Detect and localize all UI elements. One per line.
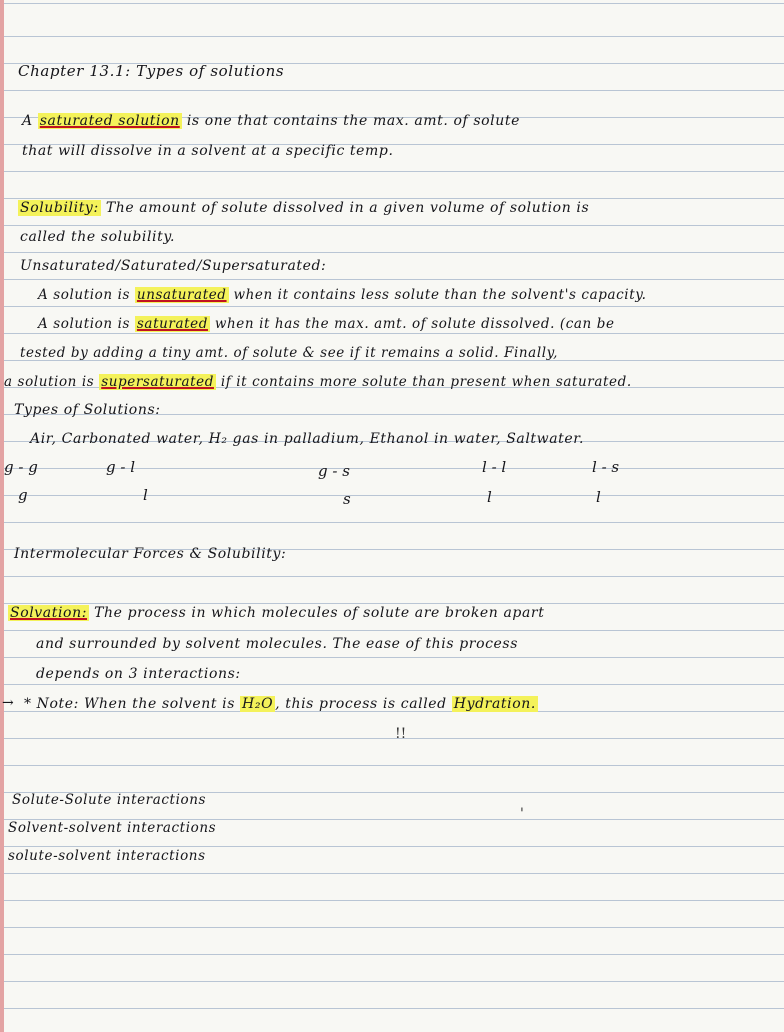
text: The amount of solute dissolved in a given volume of solution is [100,200,590,216]
types-of-solutions-list: Air, Carbonated water, H₂ gas in palladium, Ethanol in water, Saltwater. [30,431,585,447]
saturated-solution-line-1 [22,113,520,129]
text: The process in which molecules of solute are broken apart [89,605,545,621]
highlight-solubility: Solubility: [20,200,99,216]
hydration-note [24,696,538,712]
saturated-line-2: tested by adding a tiny amt. of solute & see if it remains a solid. Finally, [20,345,558,361]
solvation-line-1 [8,605,544,621]
highlight-h2o: H₂O [242,696,274,712]
highlight-hydration: Hydration. [453,696,536,712]
solvation-line-2: and surrounded by solvent molecules. The ease of this process [36,636,518,652]
exclamation-mark: !! [395,726,407,742]
solubility-line-2: called the solubility. [20,229,176,245]
saturated-solution-line-2: that will dissolve in a solvent at a specific temp. [22,143,394,159]
text: is one that contains the max. amt. of solute [181,113,520,129]
text: A solution is [38,316,135,332]
margin-line [0,0,4,1032]
text: when it contains less solute than the solvent's capacity. [228,287,647,303]
phase-gas-gas-solvent: g [18,486,28,504]
text: A [22,113,38,129]
text: , this process is called [275,696,452,712]
saturated-line-1 [38,316,615,332]
phase-gas-solid-solvent: s [343,490,351,508]
solubility-line-1 [18,200,589,216]
highlight-saturated-solution: saturated solution [39,113,180,129]
text: * Note: When the solvent is [24,696,241,712]
types-of-solutions-heading: Types of Solutions: [14,402,161,418]
highlight-saturated: saturated [136,316,208,332]
pen-mark: ' [520,806,524,822]
phase-liquid-solid: l - s [592,458,620,476]
phase-liquid-liquid: l - l [482,458,507,476]
interaction-solute-solvent: solute-solvent interactions [8,848,206,864]
text: a solution is [4,374,100,390]
highlight-solvation: Solvation: [10,605,88,621]
interaction-solute-solute: Solute-Solute interactions [12,792,207,808]
phase-gas-liquid: g - l [106,458,136,476]
phase-gas-liquid-solvent: l [143,486,148,504]
phase-gas-gas: g - g [4,458,38,476]
text: if it contains more solute than present when saturated. [215,374,632,390]
highlight-unsaturated: unsaturated [136,287,227,303]
unsaturated-line [38,287,647,303]
phase-liquid-liquid-solvent: l [487,488,492,506]
phase-gas-solid: g - s [318,462,350,480]
supersaturated-line [4,374,632,390]
interaction-solvent-solvent: Solvent-solvent interactions [8,820,217,836]
text: A solution is [38,287,135,303]
subheading-saturation-types: Unsaturated/Saturated/Supersaturated: [20,258,327,274]
imf-heading: Intermolecular Forces & Solubility: [14,546,287,562]
phase-liquid-solid-solvent: l [596,488,601,506]
text: when it has the max. amt. of solute dissolved. (can be [209,316,615,332]
highlight-supersaturated: supersaturated [101,374,214,390]
page-title: Chapter 13.1: Types of solutions [18,62,285,80]
arrow-icon: → [2,695,14,711]
solvation-line-3: depends on 3 interactions: [36,666,241,682]
